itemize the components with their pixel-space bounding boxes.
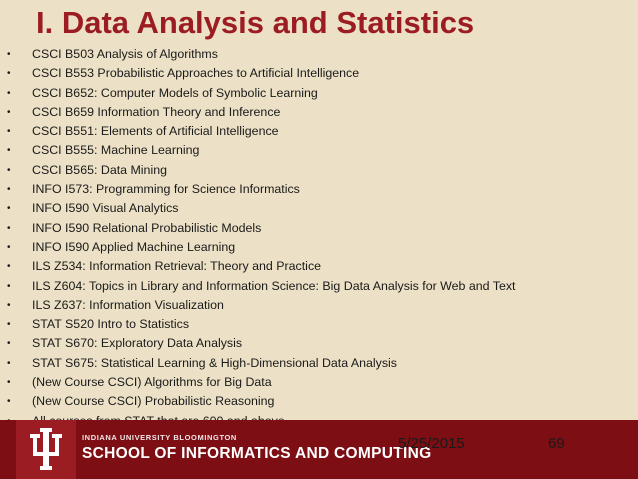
- footer-bar: [0, 420, 638, 479]
- bullet-icon: •: [7, 338, 11, 350]
- bullet-icon: •: [7, 87, 11, 99]
- course-label: STAT S675: Statistical Learning & High-Dimensional Data Analysis: [32, 355, 398, 370]
- bullet-icon: •: [7, 222, 11, 234]
- course-label: (New Course CSCI) Algorithms for Big Data: [32, 375, 272, 390]
- course-label: STAT S670: Exploratory Data Analysis: [32, 336, 243, 351]
- university-name: INDIANA UNIVERSITY BLOOMINGTON: [82, 433, 237, 442]
- bullet-icon: •: [7, 49, 11, 60]
- page-number: 69: [548, 435, 565, 452]
- course-label: CSCI B503 Analysis of Algorithms: [32, 47, 218, 61]
- course-label: CSCI B553 Probabilistic Approaches to Artificial Intelligence: [32, 66, 360, 81]
- course-label: CSCI B555: Machine Learning: [32, 143, 200, 158]
- iu-trident-logo-icon: [26, 422, 66, 477]
- course-label: CSCI B652: Computer Models of Symbolic Learning: [32, 85, 318, 100]
- bullet-icon: •: [7, 319, 11, 331]
- course-label: (New Course CSCI) Probabilistic Reasoning: [32, 394, 275, 409]
- bullet-icon: •: [7, 203, 11, 215]
- course-label: INFO I590 Visual Analytics: [32, 201, 179, 216]
- bullet-icon: •: [7, 241, 11, 253]
- course-label: ILS Z604: Topics in Library and Information Science: Big Data Analysis for Web and Text: [32, 278, 516, 293]
- course-label: CSCI B659 Information Theory and Inference: [32, 104, 281, 119]
- bullet-icon: •: [7, 68, 11, 80]
- bullet-icon: •: [7, 357, 11, 369]
- bullet-icon: •: [7, 280, 11, 292]
- bullet-icon: •: [7, 299, 11, 311]
- bullet-icon: •: [7, 184, 11, 196]
- bullet-icon: •: [7, 106, 11, 118]
- course-label: CSCI B565: Data Mining: [32, 162, 167, 177]
- course-label: STAT S520 Intro to Statistics: [32, 317, 190, 332]
- course-label: CSCI B551: Elements of Artificial Intelligence: [32, 124, 279, 139]
- bullet-icon: •: [7, 396, 11, 408]
- bullet-icon: •: [7, 261, 11, 273]
- bullet-icon: •: [7, 164, 11, 176]
- school-name: SCHOOL OF INFORMATICS AND COMPUTING: [82, 445, 432, 462]
- bullet-icon: •: [7, 145, 11, 157]
- bullet-icon: •: [7, 377, 11, 389]
- bullet-icon: •: [7, 126, 11, 138]
- course-label: ILS Z534: Information Retrieval: Theory and Practice: [32, 259, 322, 274]
- course-label: ILS Z637: Information Visualization: [32, 297, 224, 312]
- iu-logo: [16, 420, 76, 479]
- slide-title: I. Data Analysis and Statistics: [36, 5, 475, 40]
- course-label: INFO I590 Applied Machine Learning: [32, 239, 236, 254]
- course-label: INFO I573: Programming for Science Informatics: [32, 182, 300, 197]
- slide-date: 5/25/2015: [398, 435, 465, 452]
- course-label: INFO I590 Relational Probabilistic Models: [32, 220, 262, 235]
